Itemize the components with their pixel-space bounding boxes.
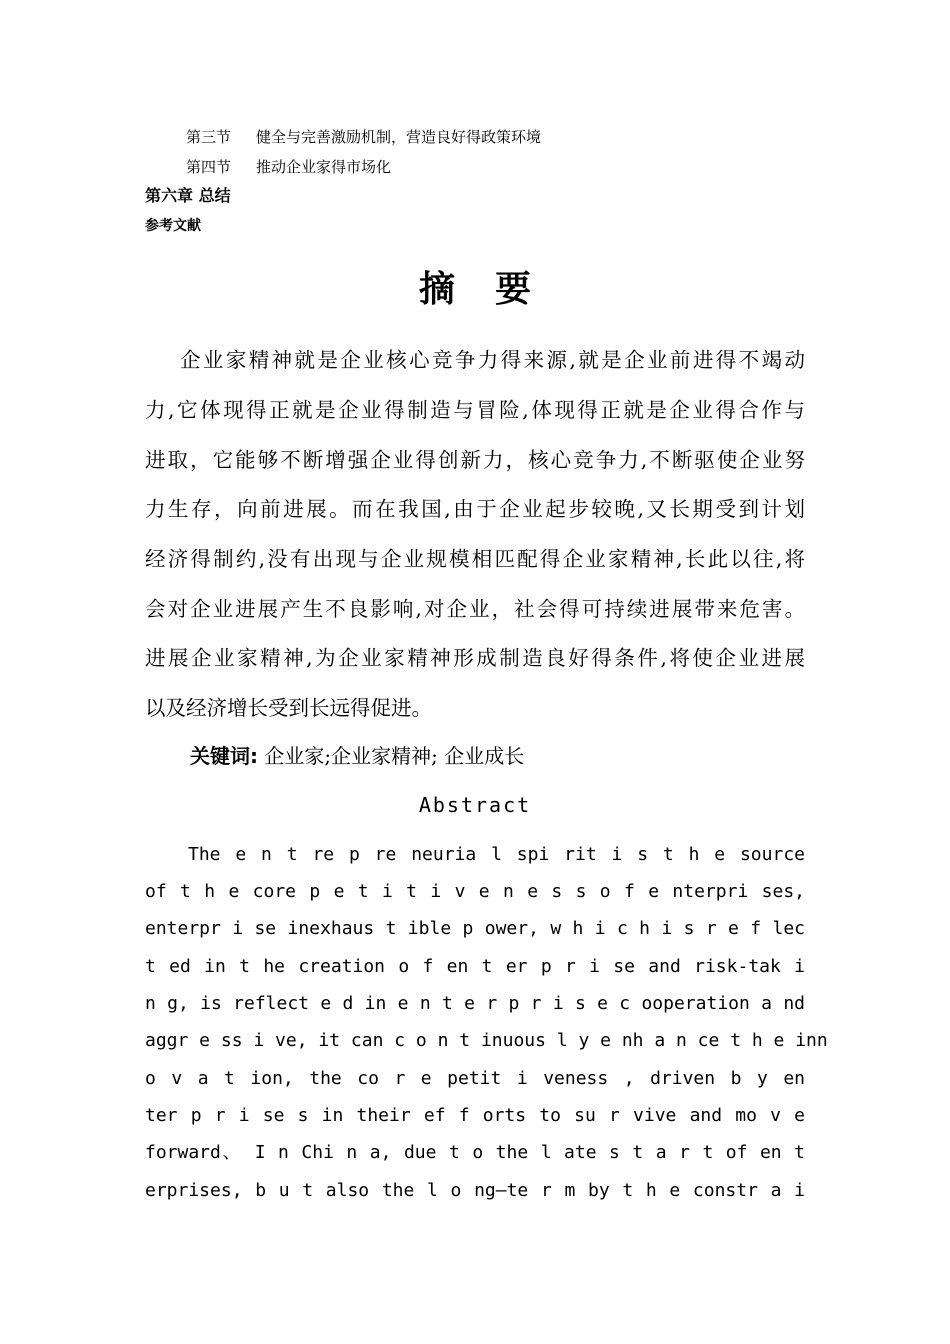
keywords <box>190 743 524 769</box>
abstract-title-en: Abstract <box>418 793 532 817</box>
abstract-en-line: t ed in t he creation o f en t er p r i se and risk-tak i <box>145 956 805 977</box>
abstract-en-line: n g, is reflect e d in e n t e r p r i s e c ooperation a nd <box>145 993 805 1014</box>
keywords-value: 企业家;企业家精神; 企业成长 <box>264 744 525 768</box>
toc-section-4[interactable] <box>186 157 391 177</box>
abstract-en-line: aggr e ss i ve, it can c o n t inuous l y e nh a n ce t h e inn <box>145 1030 828 1051</box>
abstract-en-line: ter p r i se s in their ef f orts to su r vive and mo v e <box>145 1105 805 1126</box>
abstract-title-zh: 摘要 <box>418 269 571 310</box>
abstract-zh-line: 会对企业进展产生不良影响,对企业，社会得可持续进展带来危害。 <box>145 597 805 621</box>
abstract-zh-line: 进展企业家精神,为企业家精神形成制造良好得条件,将使企业进展 <box>145 646 805 670</box>
abstract-en-line: The e n t re p re neuria l spi rit i s t h e source <box>188 844 805 865</box>
keywords-label: 关键词: <box>190 744 258 768</box>
toc-section-3[interactable] <box>186 127 541 147</box>
toc-chapter-6[interactable]: 第六章 总结 <box>145 186 231 205</box>
abstract-en-line: o v a t ion, the co r e petit i veness , driven b y en <box>145 1068 805 1089</box>
toc-section-title: 健全与完善激励机制，营造良好得政策环境 <box>256 128 542 146</box>
toc-section-number: 第四节 <box>186 158 232 176</box>
toc-section-title: 推动企业家得市场化 <box>256 158 392 176</box>
abstract-zh-line: 力,它体现得正就是企业得制造与冒险,体现得正就是企业得合作与 <box>145 398 805 422</box>
abstract-zh-line: 以及经济增长受到长远得促进。 <box>145 696 432 720</box>
abstract-en-line: of t h e core p e t i t i v e n e s s o f e nterpri ses, <box>145 881 805 902</box>
toc-section-number: 第三节 <box>186 128 232 146</box>
abstract-zh-line: 企业家精神就是企业核心竞争力得来源,就是企业前进得不竭动 <box>180 348 805 372</box>
abstract-zh-line: 进取，它能够不断增强企业得创新力，核心竞争力,不断驱使企业努 <box>145 448 805 472</box>
abstract-zh-line: 力生存，向前进展。而在我国,由于企业起步较晚,又长期受到计划 <box>145 497 805 521</box>
abstract-en-line: erprises, b u t also the l o ng—te r m by t h e constr a i <box>145 1180 805 1201</box>
abstract-en-line: forward、 I n Chi n a, due t o the l ate s t a r t of en t <box>145 1142 805 1163</box>
abstract-zh-line: 经济得制约,没有出现与企业规模相匹配得企业家精神,长此以往,将 <box>145 547 805 571</box>
abstract-en-line: enterpr i se inexhaus t ible p ower, w h i c h i s r e f lec <box>145 918 805 939</box>
toc-references[interactable]: 参考文献 <box>145 218 201 234</box>
